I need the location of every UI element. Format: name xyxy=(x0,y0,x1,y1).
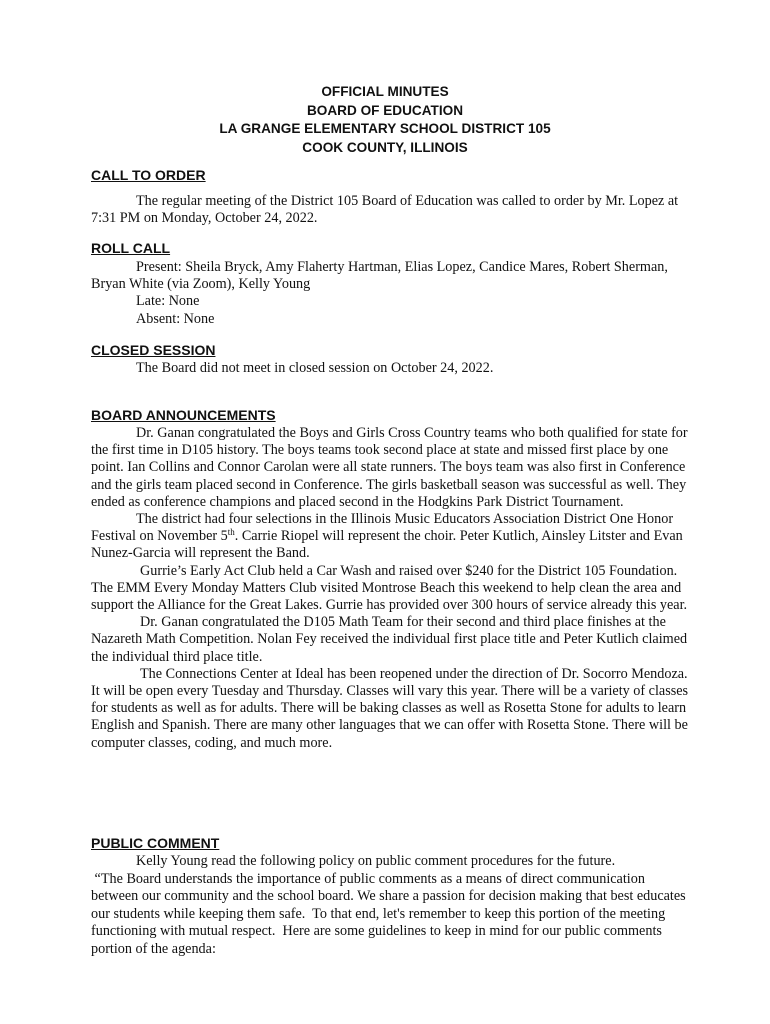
roll-call-absent: Absent: None xyxy=(136,310,215,327)
announcement-connections-center: The Connections Center at Ideal has been reopened under the direction of Dr. Socorro Mendoza. It will be open every Tuesday and Thursday. Classes will vary this year. There will be a variety of classes for students as well as for adults. There will be baking classes as well as Rosetta Stone for adults to learn English and Spanish. There are many other languages that we can offer with Rosetta Stone. There will be computer classes, coding, and much more. xyxy=(91,665,689,751)
announcement-cross-country: Dr. Ganan congratulated the Boys and Girls Cross Country teams who both qualified for state for the first time in D105 history. The boys teams took second place at state and missed first place by one point. Ian Collins and Connor Carolan were all state runners. The boys team was also first in Conference and the girls team placed second in Conference. The girls basketball season was successful as well. They ended as conference champions and placed second in the Hodgkins Park District Tournament. xyxy=(91,425,688,510)
title-line-district: LA GRANGE ELEMENTARY SCHOOL DISTRICT 105 xyxy=(219,121,551,136)
announcement-music-ordinal: th xyxy=(227,527,235,538)
closed-session-section xyxy=(91,360,694,377)
roll-call-late: Late: None xyxy=(136,293,200,310)
roll-call-section xyxy=(91,259,694,328)
title-line-official-minutes: OFFICIAL MINUTES xyxy=(321,84,449,99)
roll-call-heading: ROLL CALL xyxy=(91,240,171,256)
announcement-music-text-a: The district had four selections in the Illinois Music Educators Association District One Honor Festival on November 5 xyxy=(91,511,674,545)
call-to-order-section xyxy=(91,193,694,227)
public-comment-heading: PUBLIC COMMENT xyxy=(91,835,220,851)
call-to-order-text: The regular meeting of the District 105 Board of Education was called to order by Mr. Lopez at 7:31 PM on Monday, October 24, 2022. xyxy=(91,193,679,227)
roll-call-present: Present: Sheila Bryck, Amy Flaherty Hartman, Elias Lopez, Candice Mares, Robert Sherman, Bryan White (via Zoom), Kelly Young xyxy=(91,259,668,293)
closed-session-heading: CLOSED SESSION xyxy=(91,342,216,358)
call-to-order-heading: CALL TO ORDER xyxy=(91,167,206,183)
board-announcements-heading: BOARD ANNOUNCEMENTS xyxy=(91,407,276,423)
board-announcements-section xyxy=(91,425,694,752)
document-title xyxy=(0,83,770,157)
announcement-music-festival xyxy=(91,511,694,563)
announcement-early-act-club: Gurrie’s Early Act Club held a Car Wash and raised over $240 for the District 105 Foundation. The EMM Every Monday Matters Club visited Montrose Beach this weekend to help clean the area and support the Alliance for the Great Lakes. Gurrie has provided over 300 hours of service already this year. xyxy=(91,562,688,614)
public-comment-intro: Kelly Young read the following policy on public comment procedures for the future. xyxy=(136,853,616,869)
title-line-county: COOK COUNTY, ILLINOIS xyxy=(302,139,468,155)
closed-session-text: The Board did not meet in closed session on October 24, 2022. xyxy=(136,360,494,376)
title-line-board-of-education: BOARD OF EDUCATION xyxy=(306,102,464,118)
announcement-math-team: Dr. Ganan congratulated the D105 Math Team for their second and third place finishes at the Nazareth Math Competition. Nolan Fey received the individual first place title and Peter Kutlich claimed the individual third place title. xyxy=(91,614,688,665)
announcement-music-text-b: . Carrie Riopel will represent the choir. Peter Kutlich, Ainsley Litster and Evan Nunez-Garcia will represent the Band. xyxy=(91,528,683,562)
public-comment-quote: “The Board understands the importance of public comments as a means of direct communication between our community and the school board. We share a passion for decision making that best educates our students while keeping them safe. To that end, let's remember to keep this portion of the meeting functioning with mutual respect. Here are some guidelines to keep in mind for our public comments portion of the agenda: xyxy=(91,870,690,957)
public-comment-section xyxy=(91,853,694,959)
